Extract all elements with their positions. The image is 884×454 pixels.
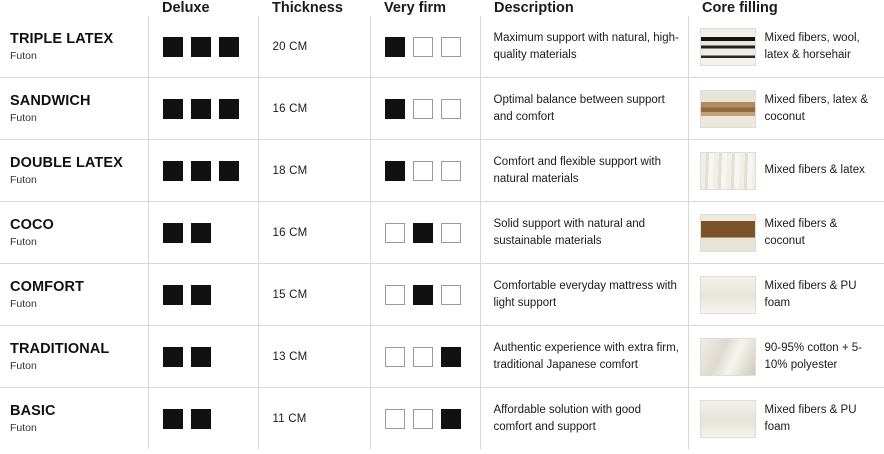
firmness-square-2 xyxy=(413,285,433,305)
firmness-rating xyxy=(371,285,480,305)
firmness-rating xyxy=(371,99,480,119)
column-header-deluxe: Deluxe xyxy=(162,0,210,16)
core-filling-cell xyxy=(688,16,884,78)
firmness-square-3 xyxy=(441,161,461,181)
deluxe-square-2 xyxy=(191,285,211,305)
deluxe-rating xyxy=(149,285,258,305)
core-filling-cell xyxy=(688,326,884,388)
model-name: DOUBLE LATEX xyxy=(10,154,123,171)
thickness-value: 16 CM xyxy=(272,226,308,239)
deluxe-square-2 xyxy=(191,347,211,367)
deluxe-square-1 xyxy=(163,285,183,305)
description-text: Affordable solution with good comfort and support xyxy=(493,403,641,433)
description-text: Solid support with natural and sustainable materials xyxy=(493,217,646,247)
model-subtitle: Futon xyxy=(10,174,37,187)
deluxe-square-3 xyxy=(219,37,239,57)
deluxe-cell xyxy=(148,140,258,202)
description-text: Maximum support with natural, high-quality materials xyxy=(493,31,679,61)
firmness-rating xyxy=(371,347,480,367)
thickness-value: 13 CM xyxy=(272,350,308,363)
description-text: Optimal balance between support and comfort xyxy=(493,93,665,123)
core-material-swatch xyxy=(700,276,756,314)
deluxe-square-1 xyxy=(163,223,183,243)
thickness-cell xyxy=(258,140,370,202)
firmness-rating xyxy=(371,409,480,429)
deluxe-square-2 xyxy=(191,99,211,119)
table-row xyxy=(0,388,884,450)
model-name: SANDWICH xyxy=(10,92,91,109)
firmness-square-1 xyxy=(385,161,405,181)
firmness-rating xyxy=(371,223,480,243)
model-subtitle: Futon xyxy=(10,50,37,63)
firmness-cell xyxy=(370,326,480,388)
firmness-square-3 xyxy=(441,37,461,57)
deluxe-square-1 xyxy=(163,161,183,181)
deluxe-cell xyxy=(148,326,258,388)
column-header-firmness: Very firm xyxy=(384,0,447,16)
firmness-square-2 xyxy=(413,223,433,243)
model-cell xyxy=(0,326,148,388)
firmness-cell xyxy=(370,264,480,326)
core-filling-cell xyxy=(688,388,884,450)
core-material-text: Mixed fibers, wool, latex & horsehair xyxy=(764,32,860,61)
firmness-cell xyxy=(370,202,480,264)
firmness-square-3 xyxy=(441,285,461,305)
description-cell xyxy=(480,16,688,78)
firmness-square-3 xyxy=(441,347,461,367)
firmness-square-1 xyxy=(385,223,405,243)
model-subtitle: Futon xyxy=(10,360,37,373)
core-filling-cell xyxy=(688,78,884,140)
core-material-swatch xyxy=(700,338,756,376)
deluxe-rating xyxy=(149,223,258,243)
deluxe-square-3 xyxy=(219,223,239,243)
core-material-text: Mixed fibers & coconut xyxy=(764,218,838,247)
deluxe-rating xyxy=(149,347,258,367)
firmness-cell xyxy=(370,78,480,140)
core-filling xyxy=(689,400,884,438)
core-material-text: Mixed fibers, latex & coconut xyxy=(764,94,869,123)
core-filling xyxy=(689,152,884,190)
core-filling-cell xyxy=(688,264,884,326)
table-row xyxy=(0,16,884,78)
model-subtitle: Futon xyxy=(10,422,37,435)
thickness-cell xyxy=(258,78,370,140)
model-name: BASIC xyxy=(10,402,56,419)
deluxe-square-3 xyxy=(219,347,239,367)
model-name: COMFORT xyxy=(10,278,84,295)
description-cell xyxy=(480,264,688,326)
core-material-swatch xyxy=(700,90,756,128)
description-text: Authentic experience with extra firm, traditional Japanese comfort xyxy=(493,341,679,371)
deluxe-square-2 xyxy=(191,37,211,57)
core-material-text: Mixed fibers & PU foam xyxy=(764,280,857,309)
firmness-square-2 xyxy=(413,347,433,367)
description-text: Comfortable everyday mattress with light support xyxy=(493,279,677,309)
table-row xyxy=(0,140,884,202)
column-header-description: Description xyxy=(494,0,574,16)
core-filling xyxy=(689,338,884,376)
core-material-text: 90-95% cotton + 5-10% polyester xyxy=(764,342,862,371)
deluxe-square-1 xyxy=(163,409,183,429)
core-material-swatch xyxy=(700,214,756,252)
model-name: TRADITIONAL xyxy=(10,340,110,357)
deluxe-rating xyxy=(149,37,258,57)
table-row xyxy=(0,264,884,326)
core-material-swatch xyxy=(700,400,756,438)
firmness-rating xyxy=(371,37,480,57)
core-material-swatch xyxy=(700,28,756,66)
description-cell xyxy=(480,78,688,140)
deluxe-square-3 xyxy=(219,161,239,181)
deluxe-square-3 xyxy=(219,409,239,429)
table-row xyxy=(0,326,884,388)
deluxe-square-2 xyxy=(191,161,211,181)
firmness-square-2 xyxy=(413,37,433,57)
deluxe-rating xyxy=(149,99,258,119)
thickness-value: 18 CM xyxy=(272,164,308,177)
thickness-value: 16 CM xyxy=(272,102,308,115)
description-cell xyxy=(480,388,688,450)
thickness-cell xyxy=(258,388,370,450)
firmness-square-3 xyxy=(441,99,461,119)
model-subtitle: Futon xyxy=(10,236,37,249)
column-header-core-filling: Core filling xyxy=(702,0,778,16)
thickness-cell xyxy=(258,202,370,264)
column-header-name xyxy=(0,0,148,16)
deluxe-square-1 xyxy=(163,37,183,57)
table-row xyxy=(0,202,884,264)
deluxe-cell xyxy=(148,78,258,140)
thickness-value: 11 CM xyxy=(272,412,307,425)
core-filling xyxy=(689,28,884,66)
firmness-square-2 xyxy=(413,99,433,119)
model-cell xyxy=(0,78,148,140)
model-cell xyxy=(0,16,148,78)
deluxe-rating xyxy=(149,161,258,181)
column-header-thickness: Thickness xyxy=(272,0,343,16)
thickness-cell xyxy=(258,16,370,78)
firmness-square-1 xyxy=(385,99,405,119)
deluxe-cell xyxy=(148,264,258,326)
description-cell xyxy=(480,140,688,202)
firmness-rating xyxy=(371,161,480,181)
description-text: Comfort and flexible support with natural materials xyxy=(493,155,661,185)
firmness-square-3 xyxy=(441,409,461,429)
core-filling xyxy=(689,276,884,314)
core-filling xyxy=(689,90,884,128)
core-filling xyxy=(689,214,884,252)
core-material-text: Mixed fibers & PU foam xyxy=(764,404,857,433)
model-cell xyxy=(0,202,148,264)
firmness-square-2 xyxy=(413,161,433,181)
model-cell xyxy=(0,140,148,202)
thickness-cell xyxy=(258,326,370,388)
table-header-row xyxy=(0,0,884,16)
description-cell xyxy=(480,326,688,388)
description-cell xyxy=(480,202,688,264)
deluxe-cell xyxy=(148,202,258,264)
firmness-square-3 xyxy=(441,223,461,243)
deluxe-square-1 xyxy=(163,347,183,367)
firmness-cell xyxy=(370,140,480,202)
model-name: COCO xyxy=(10,216,54,233)
firmness-cell xyxy=(370,16,480,78)
firmness-cell xyxy=(370,388,480,450)
table-header xyxy=(0,0,884,16)
deluxe-square-1 xyxy=(163,99,183,119)
model-subtitle: Futon xyxy=(10,112,37,125)
firmness-square-2 xyxy=(413,409,433,429)
model-cell xyxy=(0,388,148,450)
model-cell xyxy=(0,264,148,326)
core-filling-cell xyxy=(688,202,884,264)
deluxe-cell xyxy=(148,388,258,450)
core-material-text: Mixed fibers & latex xyxy=(764,164,865,177)
firmness-square-1 xyxy=(385,409,405,429)
deluxe-cell xyxy=(148,16,258,78)
table-body xyxy=(0,16,884,449)
core-filling-cell xyxy=(688,140,884,202)
model-subtitle: Futon xyxy=(10,298,37,311)
thickness-value: 20 CM xyxy=(272,40,308,53)
firmness-square-1 xyxy=(385,285,405,305)
deluxe-square-3 xyxy=(219,99,239,119)
deluxe-square-2 xyxy=(191,223,211,243)
deluxe-square-3 xyxy=(219,285,239,305)
table-row xyxy=(0,78,884,140)
firmness-square-1 xyxy=(385,347,405,367)
deluxe-square-2 xyxy=(191,409,211,429)
thickness-cell xyxy=(258,264,370,326)
thickness-value: 15 CM xyxy=(272,288,308,301)
firmness-square-1 xyxy=(385,37,405,57)
core-material-swatch xyxy=(700,152,756,190)
model-name: TRIPLE LATEX xyxy=(10,30,114,47)
deluxe-rating xyxy=(149,409,258,429)
